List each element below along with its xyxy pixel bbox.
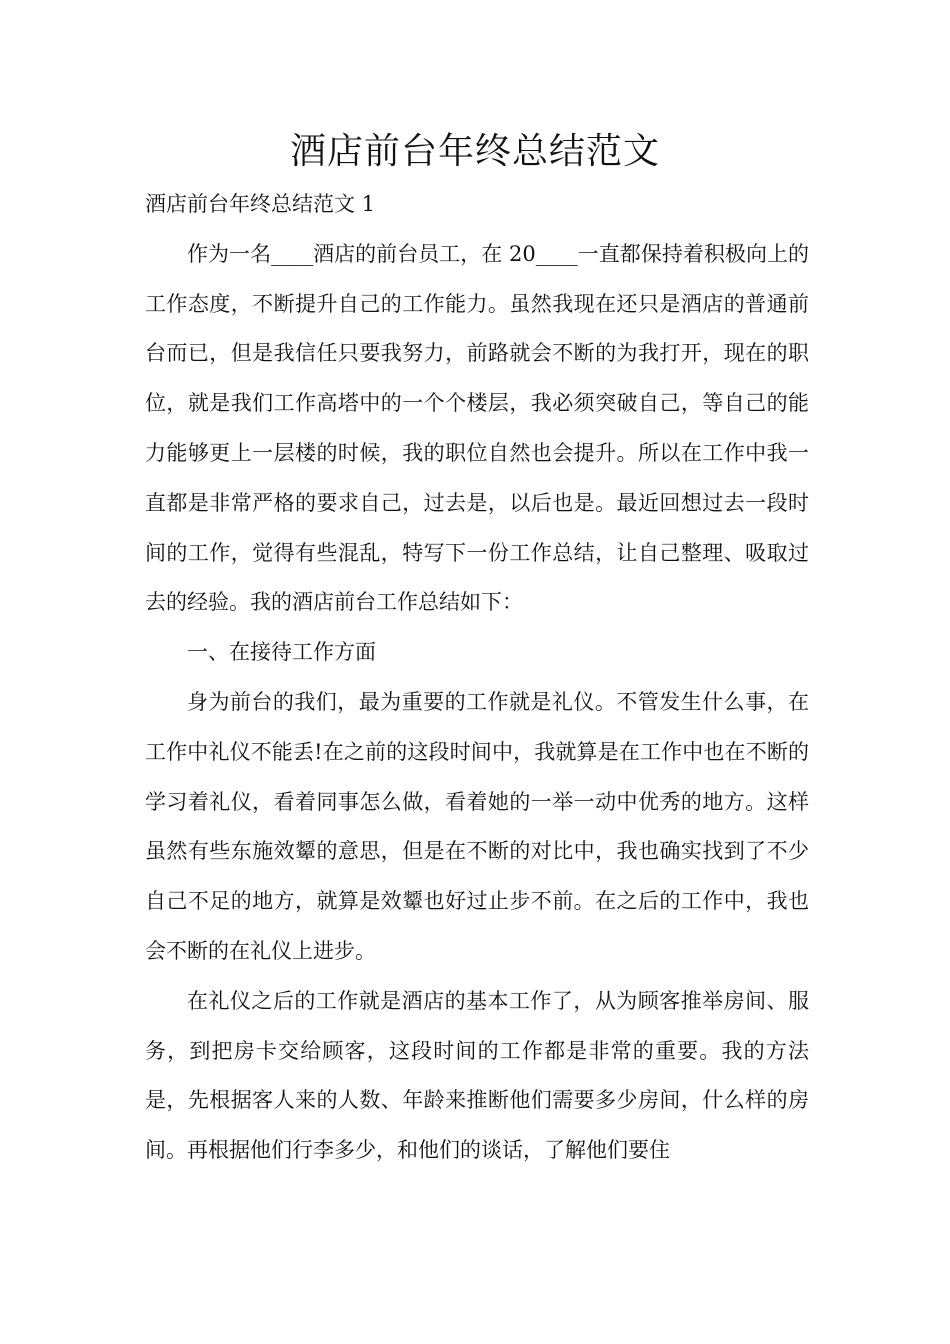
paragraph-etiquette: 身为前台的我们，最为重要的工作就是礼仪。不管发生什么事，在工作中礼仪不能丢!在之前的这段时间中，我就算是在工作中也在不断的学习着礼仪，看着同事怎么做，看着她的一举一动中优秀的地方。这样虽然有些东施效颦的意思，但是在不断的对比中，我也确实找到了不少自己不足的地方，就算是效颦也好过止步不前。在之后的工作中，我也会不断的在礼仪上进步。	[145, 689, 809, 963]
subsection-heading: 一、在接待工作方面	[187, 640, 376, 665]
section-heading: 酒店前台年终总结范文 1	[145, 192, 376, 216]
document-body	[145, 180, 809, 1176]
paragraph-intro: 作为一名____酒店的前台员工，在 20____一直都保持着积极向上的工作态度，不断提升自己的工作能力。虽然我现在还只是酒店的普通前台而已，但是我信任只要我努力，前路就会不断的为我打开，现在的职位，就是我们工作高塔中的一个个楼层，我必须突破自己，等自己的能力能够更上一层楼的时候，我的职位自然也会提升。所以在工作中我一直都是非常严格的要求自己，过去是，以后也是。最近回想过去一段时间的工作，觉得有些混乱，特写下一份工作总结，让自己整理、吸取过去的经验。我的酒店前台工作总结如下：	[145, 241, 809, 615]
paragraph-reception: 在礼仪之后的工作就是酒店的基本工作了，从为顾客推举房间、服务，到把房卡交给顾客，这段时间的工作都是非常的重要。我的方法是，先根据客人来的人数、年龄来推断他们需要多少房间，什么样的房间。再根据他们行李多少，和他们的谈话，了解他们要住	[145, 988, 809, 1163]
document-title: 酒店前台年终总结范文	[289, 131, 660, 172]
